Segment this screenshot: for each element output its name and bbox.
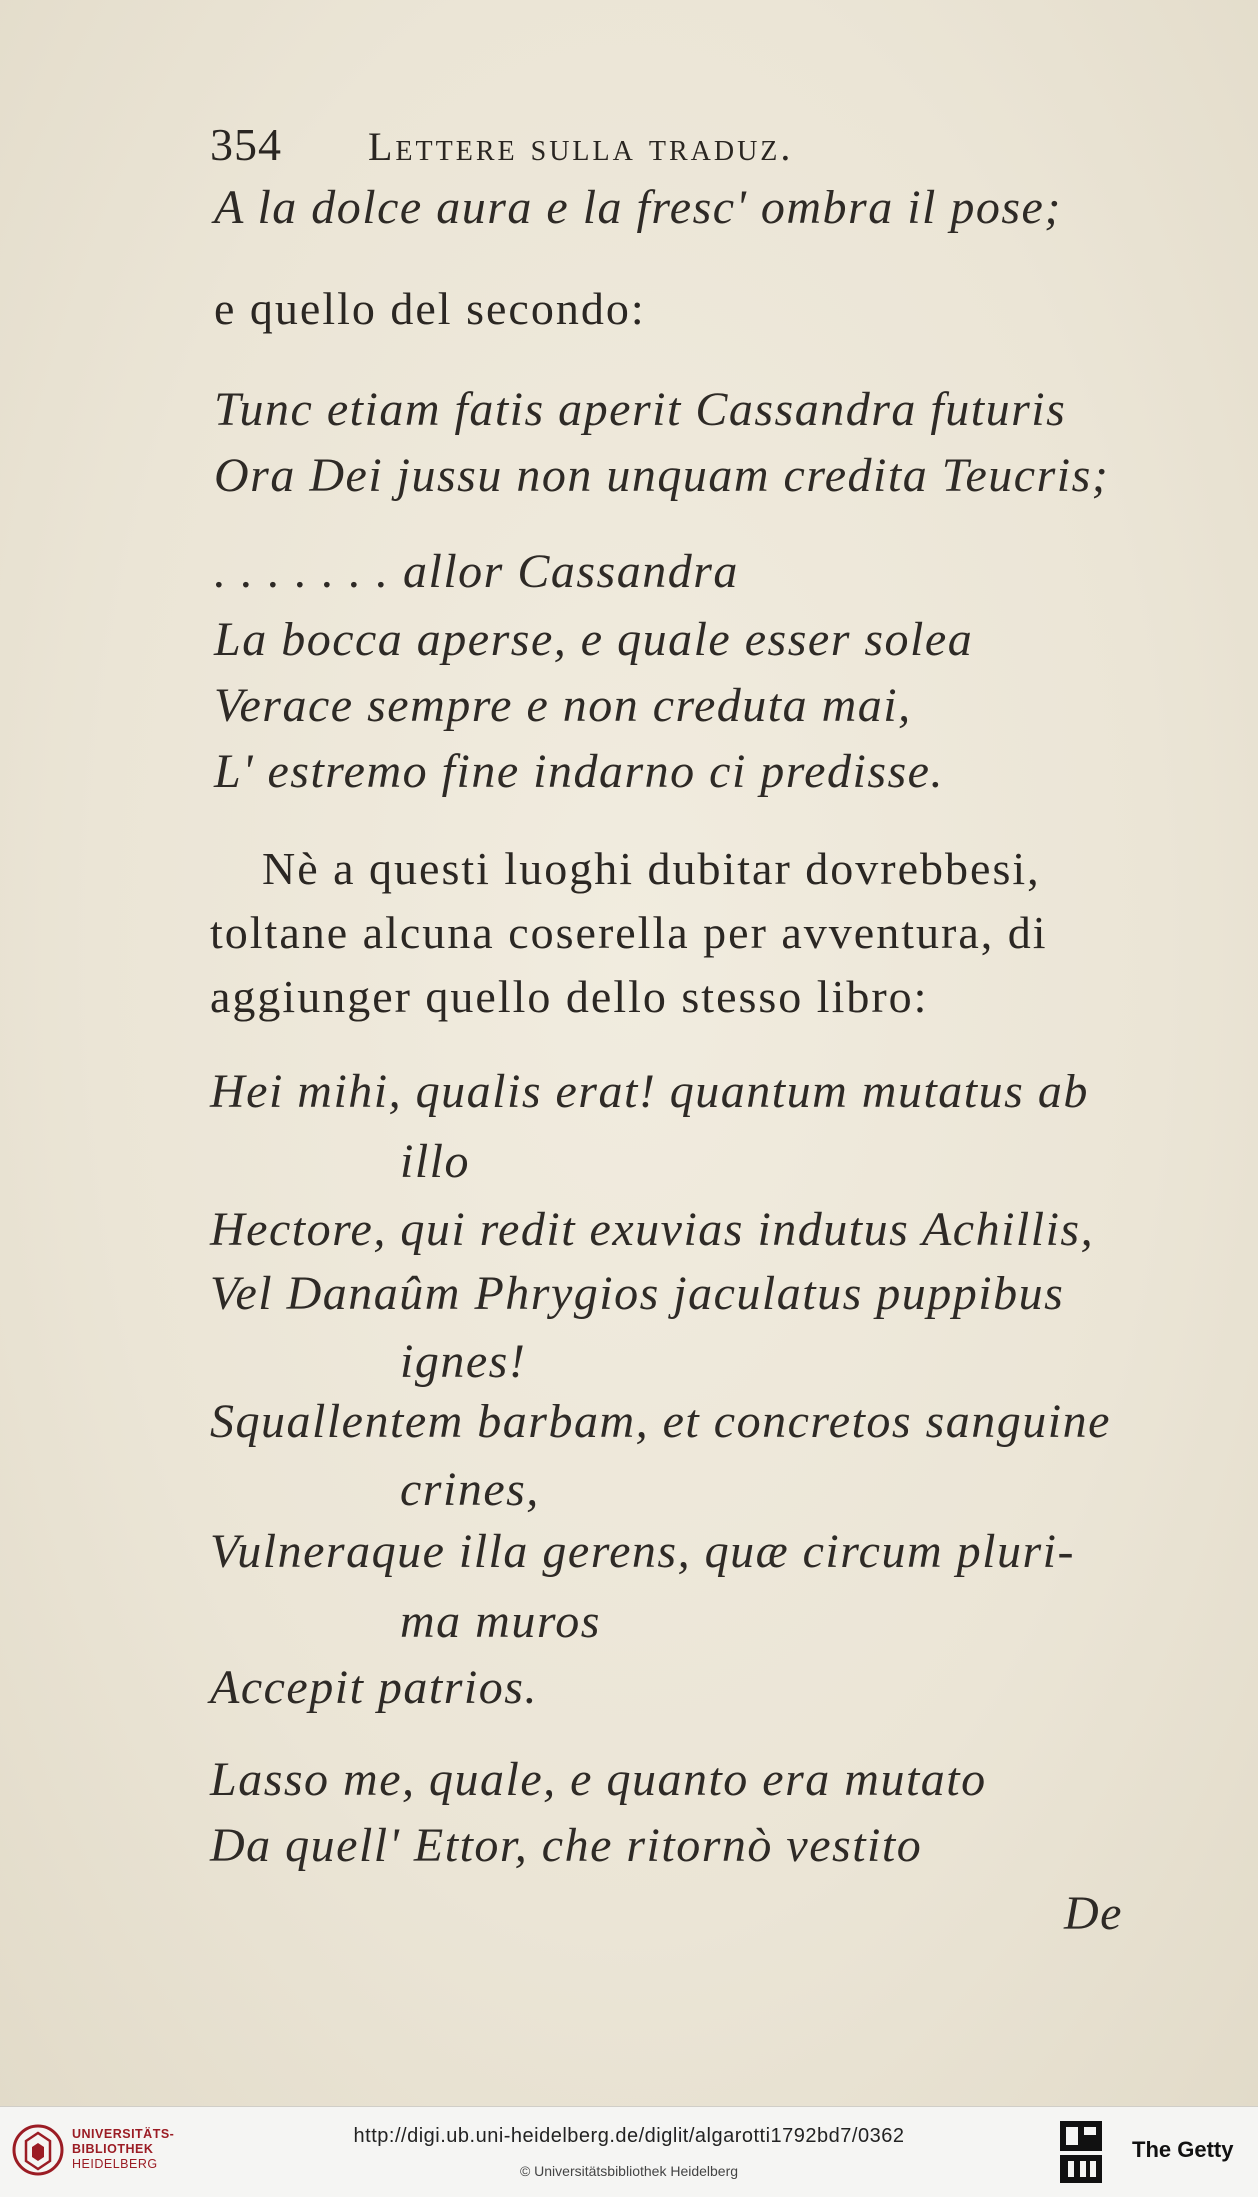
text-line: ignes! <box>400 1335 527 1388</box>
text-line: Da quell' Ettor, che ritornò vestito <box>210 1819 923 1872</box>
viewer-footer <box>0 2106 1258 2197</box>
text-line: L' estremo fine indarno ci predisse. <box>214 745 944 798</box>
text-line: toltane alcuna coserella per avventura, di <box>210 907 1048 958</box>
text-line: Ora Dei jussu non unquam credita Teucris; <box>214 449 1110 502</box>
library-name-line: HEIDELBERG <box>72 2157 158 2171</box>
running-title: Lettere sulla traduz. <box>368 124 794 169</box>
text-line: Accepit patrios. <box>210 1661 538 1714</box>
text-line: aggiunger quello dello stesso libro: <box>210 971 929 1022</box>
page-header <box>210 118 793 171</box>
text-line: A la dolce aura e la fresc' ombra il pose; <box>214 181 1062 234</box>
text-line: Squallentem barbam, et concretos sanguine <box>210 1395 1111 1448</box>
text-line: Vel Danaûm Phrygios jaculatus puppibus <box>210 1267 1065 1320</box>
getty-logo-icon <box>1058 2119 1104 2185</box>
text-line: La bocca aperse, e quale esser solea <box>214 613 974 666</box>
text-line: ma muros <box>400 1595 601 1648</box>
permalink-link[interactable]: http://digi.ub.uni-heidelberg.de/diglit/algarotti1792bd7/0362 <box>353 2125 905 2147</box>
library-name-line: UNIVERSITÄTS- <box>72 2127 175 2141</box>
text-line: Verace sempre e non creduta mai, <box>214 679 912 732</box>
text-line: Lasso me, quale, e quanto era mutato <box>210 1753 987 1806</box>
partner-name: The Getty <box>1132 2137 1234 2162</box>
text-line: . . . . . . . allor Cassandra <box>214 545 739 598</box>
text-line: crines, <box>400 1463 540 1516</box>
catchword: De <box>1064 1887 1123 1940</box>
page-number: 354 <box>210 119 282 170</box>
text-line: Nè a questi luoghi dubitar dovrebbesi, <box>262 843 1041 894</box>
text-line: Hectore, qui redit exuvias indutus Achillis, <box>210 1203 1095 1256</box>
copyright-notice: © Universitätsbibliothek Heidelberg <box>519 2163 739 2179</box>
text-line: Hei mihi, qualis erat! quantum mutatus ab <box>210 1065 1089 1118</box>
text-line: Tunc etiam fatis aperit Cassandra futuris <box>214 383 1067 436</box>
text-line: illo <box>400 1135 471 1188</box>
text-line: e quello del secondo: <box>214 283 646 334</box>
text-line: Vulneraque illa gerens, quæ circum pluri- <box>210 1525 1075 1578</box>
library-name-line: BIBLIOTHEK <box>72 2142 154 2156</box>
